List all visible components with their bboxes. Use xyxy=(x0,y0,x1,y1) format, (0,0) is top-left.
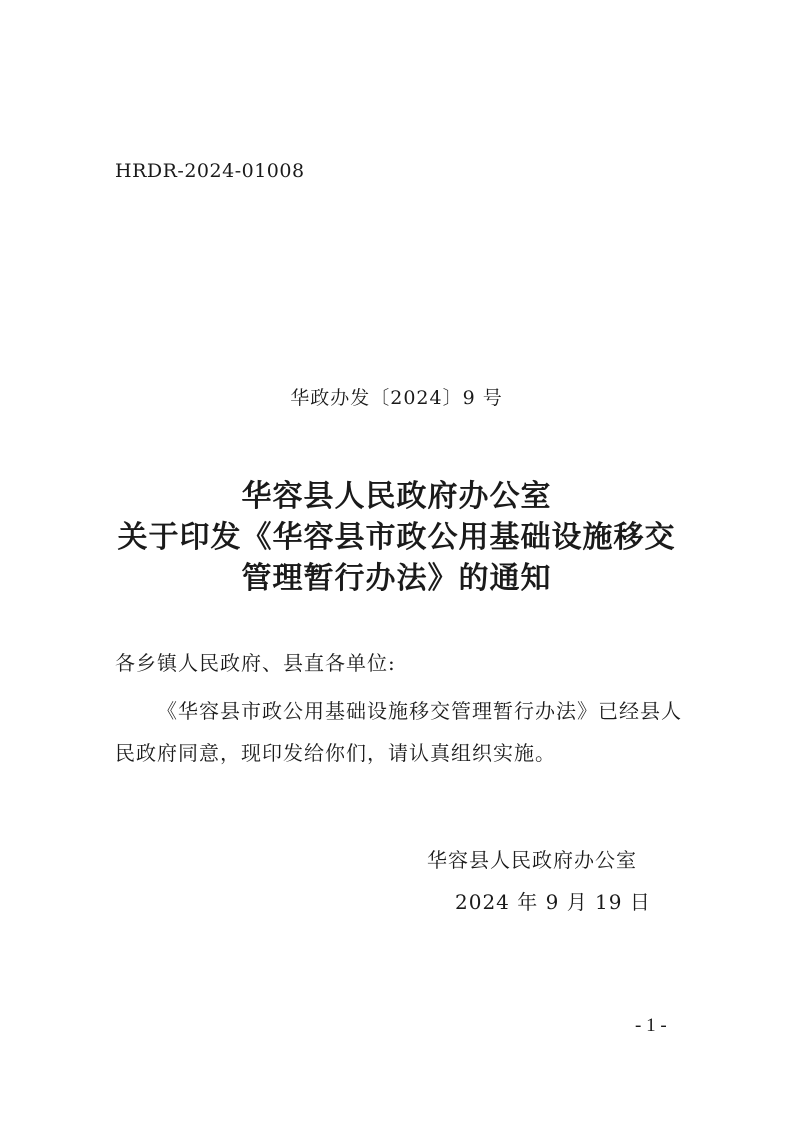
title-line: 关于印发《华容县市政公用基础设施移交 xyxy=(117,520,676,555)
title-line: 华容县人民政府办公室 xyxy=(241,479,552,514)
signature-organization: 华容县人民政府办公室 xyxy=(427,848,637,872)
salutation: 各乡镇人民政府、县直各单位: xyxy=(115,651,396,675)
document-title xyxy=(0,476,793,599)
document-code: HRDR-2024-01008 xyxy=(115,160,305,182)
document-number: 华政办发〔2024〕9 号 xyxy=(290,387,503,409)
title-line: 管理暂行办法》的通知 xyxy=(241,561,552,596)
page-number: - 1 - xyxy=(635,1015,667,1036)
signature-date: 2024 年 9 月 19 日 xyxy=(455,890,651,914)
body-paragraph: 《华容县市政公用基础设施移交管理暂行办法》已经县人民政府同意，现印发给你们，请认真组织实施。 xyxy=(115,699,682,765)
